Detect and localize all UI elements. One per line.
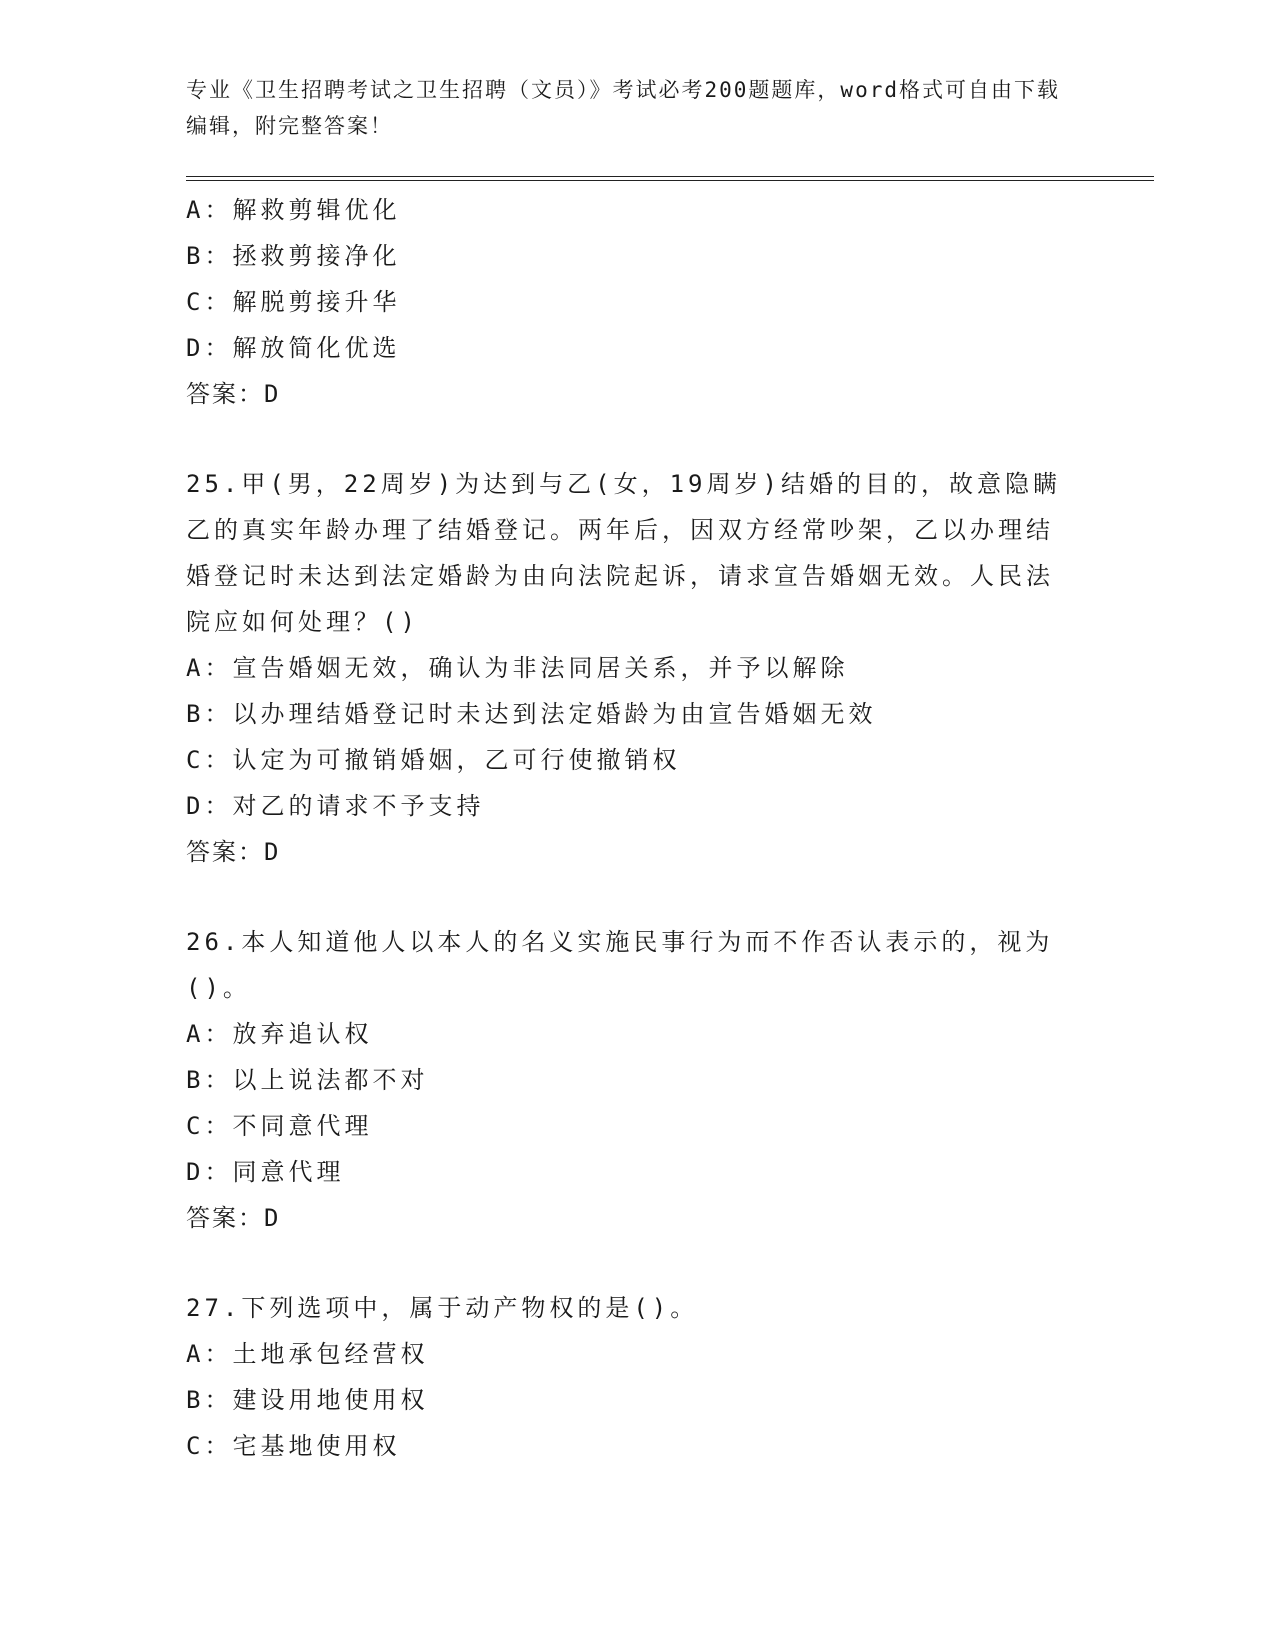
option-b: B：建设用地使用权 — [186, 1386, 429, 1414]
question-stem: 25.甲(男，22周岁)为达到与乙(女，19周岁)结婚的目的，故意隐瞒乙的真实年龄办理了结婚登记。两年后，因双方经常吵架，乙以办理结婚登记时未达到法定婚龄为由向法院起诉，请求宣告婚姻无效。人民法院应如何处理？() — [186, 470, 1061, 636]
question-stem: 27.下列选项中，属于动产物权的是()。 — [186, 1294, 699, 1322]
option-a: A：放弃追认权 — [186, 1020, 373, 1048]
question-block-25 — [186, 461, 1166, 875]
document-header: 专业《卫生招聘考试之卫生招聘（文员）》考试必考200题题库，word格式可自由下载编辑，附完整答案！ — [186, 78, 1060, 138]
document-page — [186, 72, 1166, 1469]
answer-line: 答案：D — [186, 838, 281, 866]
option-c: C：解脱剪接升华 — [186, 288, 401, 316]
option-a: A：解救剪辑优化 — [186, 196, 401, 224]
option-c: C：认定为可撤销婚姻，乙可行使撤销权 — [186, 746, 681, 774]
question-block-24 — [186, 187, 1166, 417]
question-block-27 — [186, 1285, 1166, 1469]
option-b: B：以上说法都不对 — [186, 1066, 429, 1094]
option-d: D：解放简化优选 — [186, 334, 401, 362]
question-stem: 26.本人知道他人以本人的名义实施民事行为而不作否认表示的，视为()。 — [186, 928, 1054, 1002]
option-c: C：不同意代理 — [186, 1112, 373, 1140]
answer-line: 答案：D — [186, 380, 281, 408]
header-divider — [186, 176, 1154, 181]
option-a: A：宣告婚姻无效，确认为非法同居关系，并予以解除 — [186, 654, 849, 682]
option-d: D：同意代理 — [186, 1158, 345, 1186]
option-b: B：以办理结婚登记时未达到法定婚龄为由宣告婚姻无效 — [186, 700, 877, 728]
option-a: A：土地承包经营权 — [186, 1340, 429, 1368]
option-b: B：拯救剪接净化 — [186, 242, 401, 270]
option-c: C：宅基地使用权 — [186, 1432, 401, 1460]
option-d: D：对乙的请求不予支持 — [186, 792, 485, 820]
answer-line: 答案：D — [186, 1204, 281, 1232]
question-block-26 — [186, 919, 1166, 1241]
